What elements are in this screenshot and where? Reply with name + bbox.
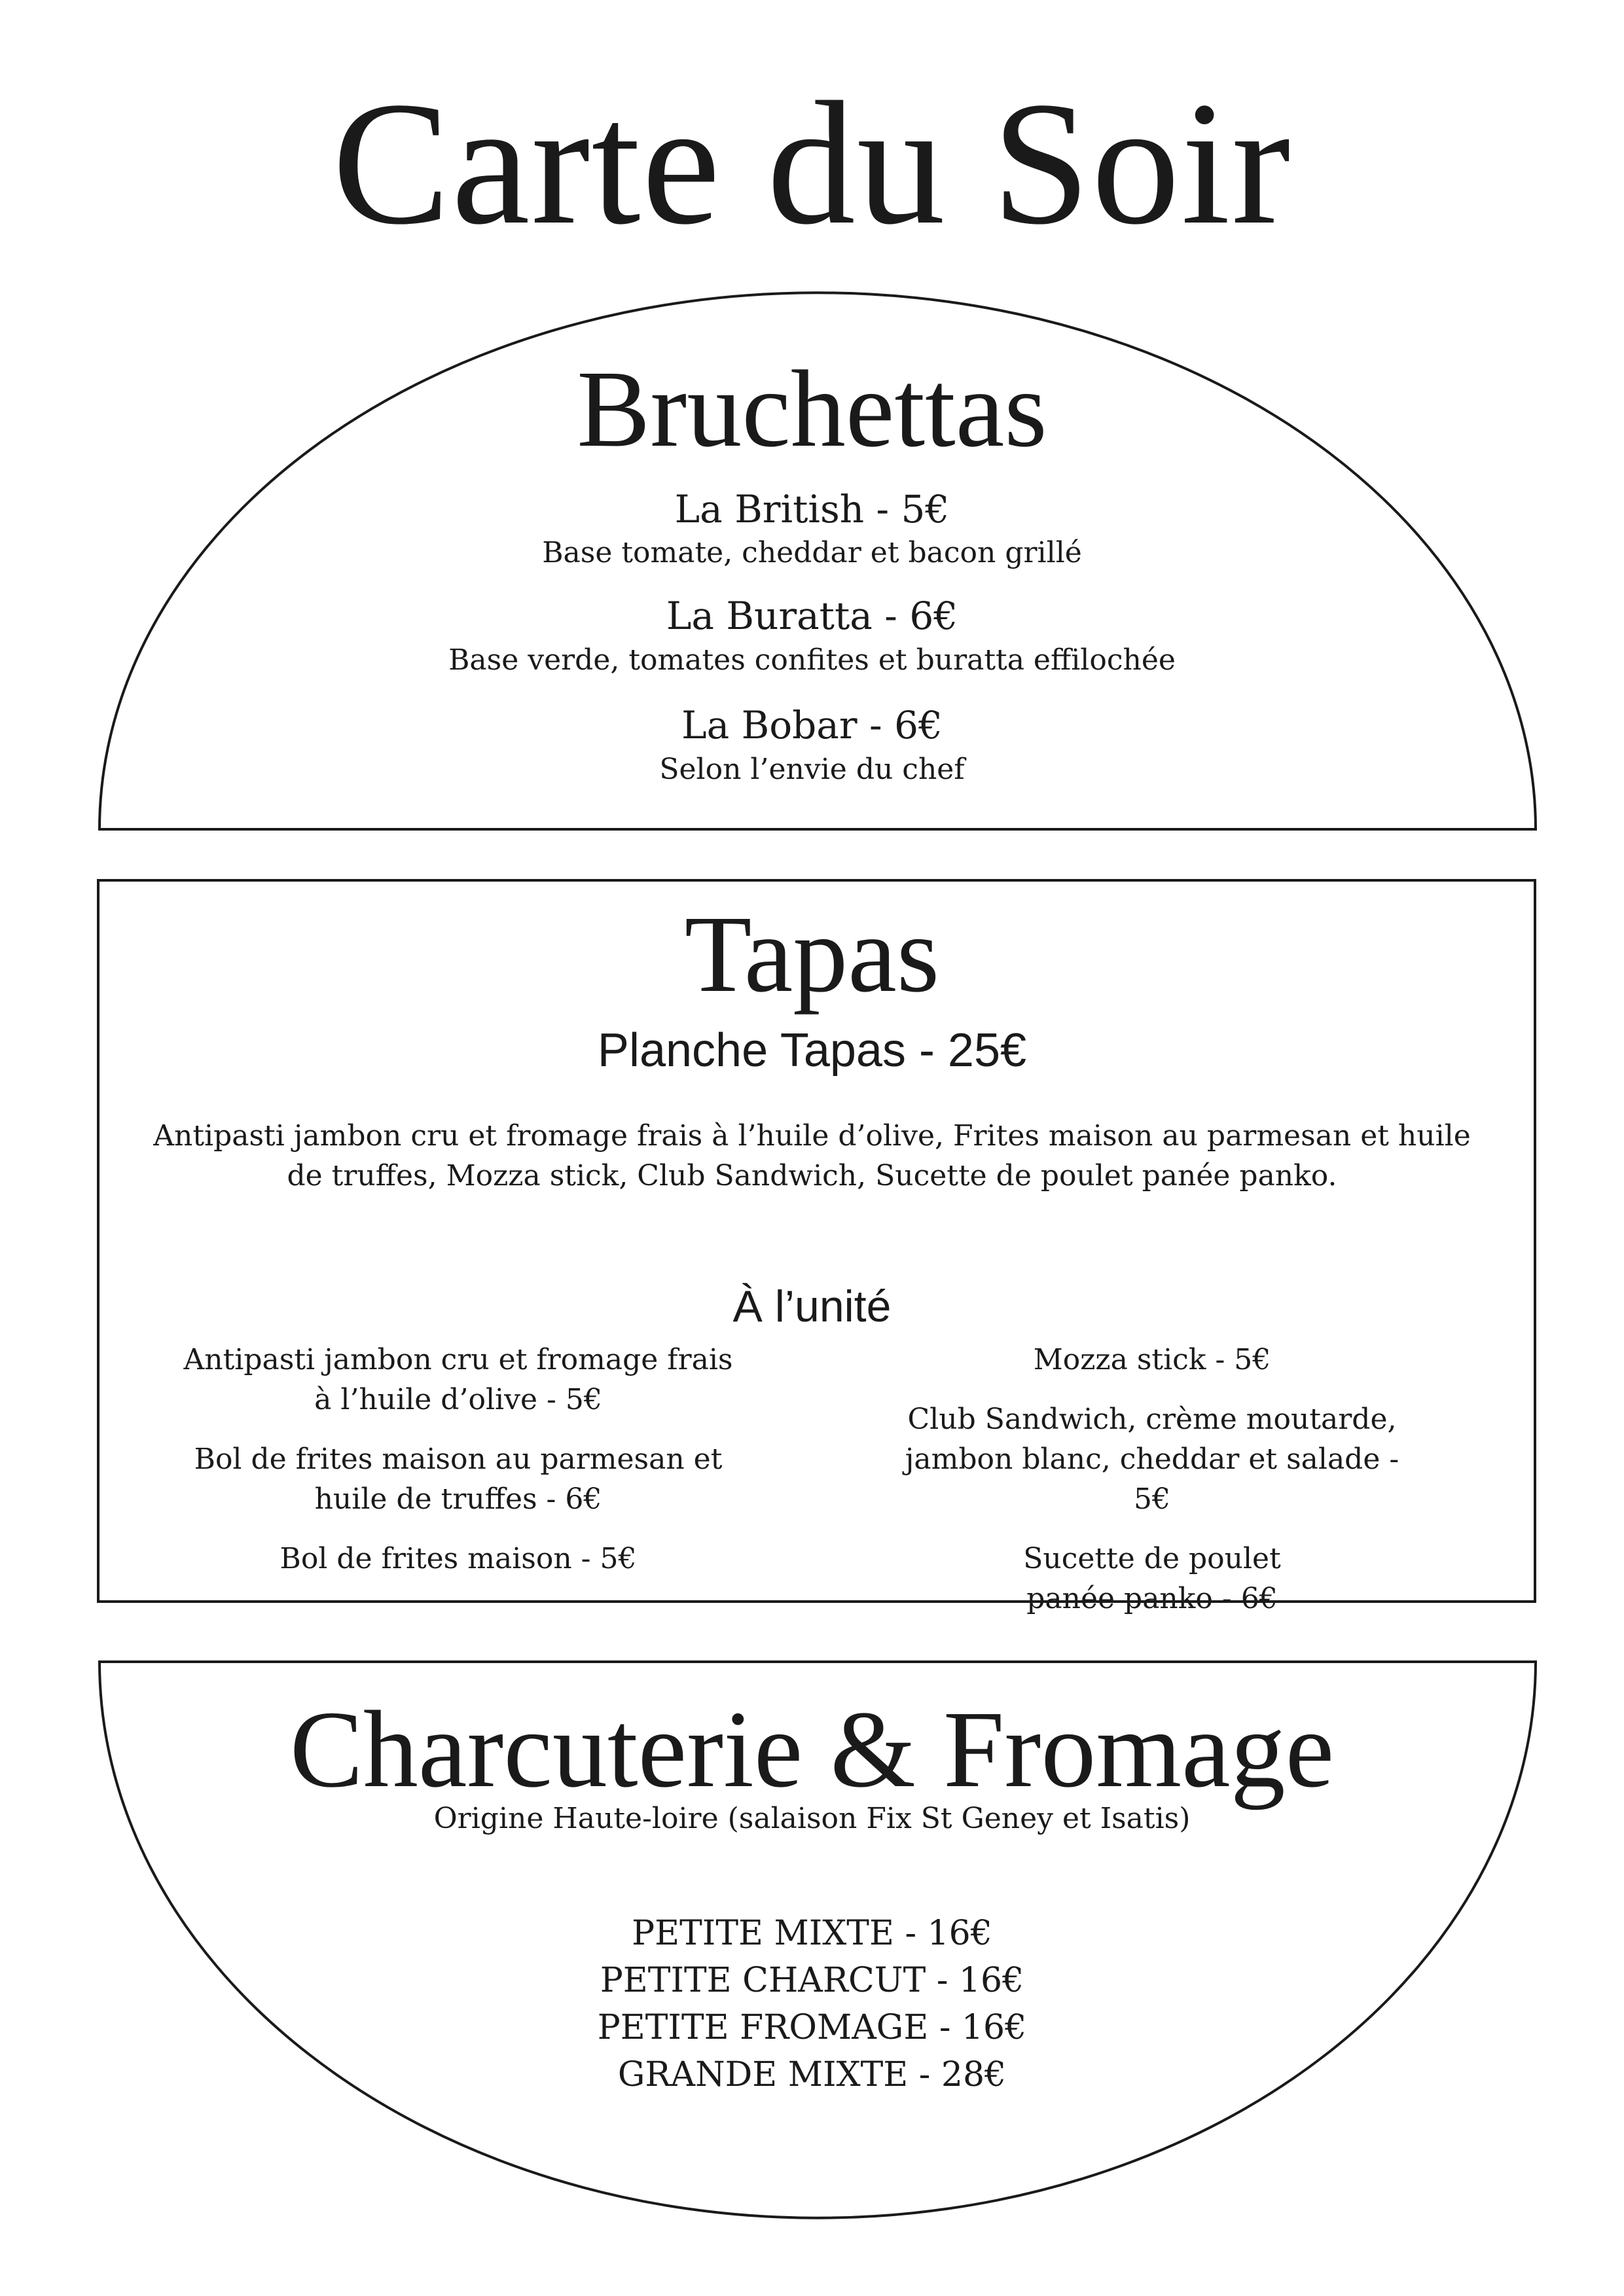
tapas-plank-description: Antipasti jambon cru et fromage frais à l’huile d’olive, Frites maison au parmesan et huile de truffes, Mozza stick, Club Sandwich, Sucette de poulet panée panko. <box>153 1119 1471 1193</box>
bruchettas-title: Bruchettas <box>577 348 1047 470</box>
charcuterie-title: Charcuterie & Fromage <box>289 1689 1335 1810</box>
tapas-unit-left-column <box>183 1340 733 1598</box>
bruchetta-item-name: La British - 5€ <box>674 487 950 531</box>
tapas-unit-right-column <box>844 1340 1460 1638</box>
tapas-unit-item: Mozza stick - 5€ <box>1033 1343 1271 1376</box>
tapas-unit-item: Club Sandwich, crème moutarde, jambon blanc, cheddar et salade - 5€ <box>905 1403 1399 1516</box>
bruchetta-item-name: La Buratta - 6€ <box>666 594 958 638</box>
bruchetta-item-name: La Bobar - 6€ <box>681 703 943 747</box>
tapas-unit-item: Bol de frites maison au parmesan et huile de truffes - 6€ <box>194 1443 723 1516</box>
charcuterie-item: PETITE MIXTE - 16€ <box>632 1914 992 1953</box>
tapas-unit-item: Bol de frites maison - 5€ <box>280 1542 637 1575</box>
tapas-unit-item: Antipasti jambon cru et fromage frais à l’huile d’olive - 5€ <box>183 1343 733 1416</box>
bruchetta-item-description: Selon l’envie du chef <box>659 753 965 786</box>
charcuterie-subtitle: Origine Haute-loire (salaison Fix St Geney et Isatis) <box>433 1802 1191 1835</box>
bruchetta-item-description: Base tomate, cheddar et bacon grillé <box>542 536 1082 569</box>
page-title: Carte du Soir <box>332 65 1292 261</box>
tapas-unit-item: Sucette de poulet panée panko - 6€ <box>1023 1542 1281 1615</box>
charcuterie-list <box>0 1910 1624 2098</box>
charcuterie-item: PETITE CHARCUT - 16€ <box>600 1961 1024 2000</box>
charcuterie-item: GRANDE MIXTE - 28€ <box>617 2055 1007 2094</box>
tapas-plank-title: Planche Tapas - 25€ <box>597 1024 1027 1077</box>
tapas-title: Tapas <box>684 893 940 1015</box>
charcuterie-item: PETITE FROMAGE - 16€ <box>597 2008 1027 2047</box>
bruchetta-item-description: Base verde, tomates confites et buratta effilochée <box>448 643 1176 677</box>
tapas-unit-title: À l’unité <box>732 1282 892 1331</box>
